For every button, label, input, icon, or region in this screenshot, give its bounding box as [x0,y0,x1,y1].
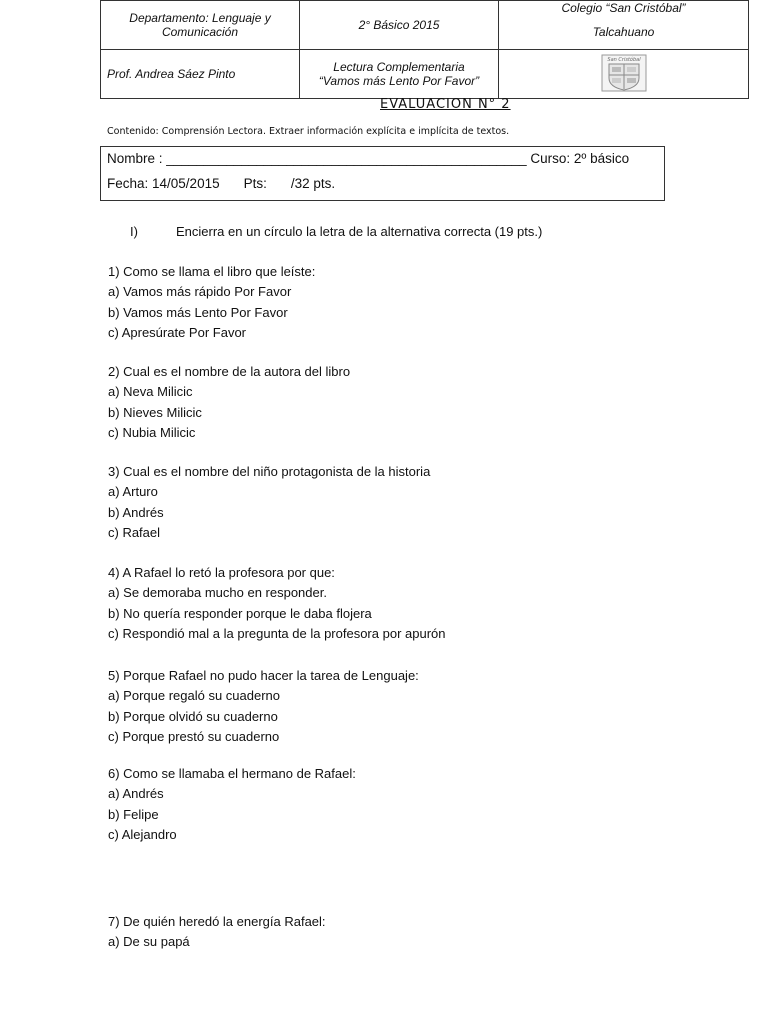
option-a[interactable]: a) Arturo [108,484,158,499]
option-b[interactable]: b) No quería responder porque le daba flojera [108,605,372,621]
question-text: 3) Cual es el nombre del niño protagonista de la historia [108,464,431,479]
option-c[interactable]: c) Apresúrate Por Favor [108,325,246,340]
option-c[interactable]: c) Respondió mal a la pregunta de la profesora por apurón [108,626,446,641]
option-c[interactable]: c) Alejandro [108,827,177,842]
student-info-box [100,146,665,201]
option-a[interactable]: a) Porque regaló su cuaderno [108,688,281,703]
option-b[interactable]: b) Nieves Milicic [108,404,202,420]
instruction-text: Encierra en un círculo la letra de la alternativa correcta (19 pts.) [176,224,543,239]
question-7 [108,912,326,953]
question-6 [108,764,356,846]
grade-cell [300,1,499,50]
reading-cell [300,50,499,99]
question-text: 2) Cual es el nombre de la autora del libro [108,364,351,379]
question-text: 5) Porque Rafael no pudo hacer la tarea de Lenguaje: [108,668,419,683]
question-text: 4) A Rafael lo retó la profesora por que: [108,565,335,580]
option-b[interactable]: b) Porque olvidó su cuaderno [108,708,278,724]
question-5 [108,666,419,748]
question-1 [108,262,315,344]
option-a[interactable]: a) Neva Milicic [108,384,193,399]
question-text: 1) Como se llama el libro que leíste: [108,264,316,279]
grade-label: 2° Básico 2015 [358,18,440,32]
question-4 [108,563,446,645]
school-crest-icon [601,54,647,95]
teacher-label: Prof. Andrea Sáez Pinto [107,67,236,81]
option-c[interactable]: c) Nubia Milicic [108,425,196,440]
instruction [130,224,542,239]
instruction-numeral: I) [130,224,138,239]
option-a[interactable]: a) Vamos más rápido Por Favor [108,284,292,299]
option-b[interactable]: b) Vamos más Lento Por Favor [108,304,288,320]
reading-line-2: “Vamos más Lento Por Favor” [318,74,480,88]
option-c[interactable]: c) Rafael [108,525,161,540]
content-description: Contenido: Comprensión Lectora. Extraer información explícita e implícita de textos. [107,126,510,137]
header-table [100,0,749,99]
department-label: Departamento: Lenguaje y Comunicación [129,11,271,39]
option-a[interactable]: a) Se demoraba mucho en responder. [108,585,327,600]
question-3 [108,462,430,544]
teacher-cell [101,50,300,99]
question-text: 6) Como se llamaba el hermano de Rafael: [108,766,356,781]
school-name: Colegio “San Cristóbal” [561,1,686,15]
school-city: Talcahuano [592,25,655,39]
reading-line-1: Lectura Complementaria [333,60,465,74]
name-course-line: Nombre : ________________________________________________ Curso: 2º básico [107,151,630,166]
crest-text: San Cristóbal [606,56,641,63]
question-2 [108,362,350,444]
option-c[interactable]: c) Porque prestó su cuaderno [108,729,280,744]
option-b[interactable]: b) Felipe [108,806,159,822]
option-a[interactable]: a) Andrés [108,786,164,801]
evaluation-title: EVALUACION N° 2 [380,97,511,112]
option-a[interactable]: a) De su papá [108,934,190,949]
points-label: Pts: [243,176,267,191]
department-cell [101,1,300,50]
points-total: /32 pts. [290,176,336,191]
date-points-line [107,176,359,191]
crest-cell [499,50,749,99]
option-b[interactable]: b) Andrés [108,504,164,520]
school-cell [499,1,749,50]
date-label: Fecha: 14/05/2015 [107,176,220,191]
question-text: 7) De quién heredó la energía Rafael: [108,914,326,929]
